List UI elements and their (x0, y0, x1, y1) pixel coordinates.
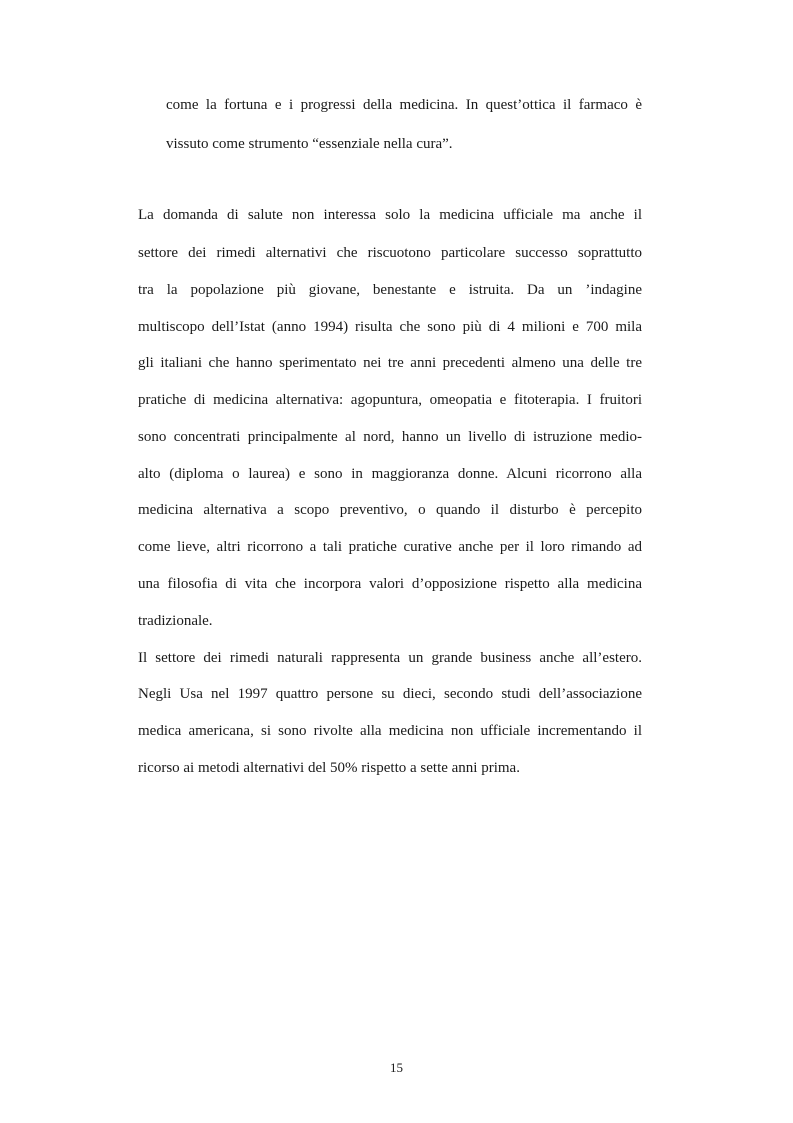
body-line: Il settore dei rimedi naturali rappresenta un grande business anche all’estero. (138, 650, 642, 666)
body-line: Negli Usa nel 1997 quattro persone su dieci, secondo studi dell’associazione (138, 686, 642, 702)
body-line: ricorso ai metodi alternativi del 50% rispetto a sette anni prima. (138, 760, 520, 776)
quote-line: vissuto come strumento “essenziale nella cura”. (166, 136, 453, 152)
body-line: come lieve, altri ricorrono a tali pratiche curative anche per il loro rimando ad (138, 539, 642, 555)
body-line: alto (diploma o laurea) e sono in maggioranza donne. Alcuni ricorrono alla (138, 466, 642, 482)
quote-line: come la fortuna e i progressi della medicina. In quest’ottica il farmaco è (166, 97, 642, 113)
body-line: tradizionale. (138, 613, 213, 629)
body-line: tra la popolazione più giovane, benestante e istruita. Da un ’indagine (138, 282, 642, 298)
body-line: una filosofia di vita che incorpora valori d’opposizione rispetto alla medicina (138, 576, 642, 592)
body-line: sono concentrati principalmente al nord, hanno un livello di istruzione medio- (138, 429, 642, 445)
body-line: pratiche di medicina alternativa: agopuntura, omeopatia e fitoterapia. I fruitori (138, 392, 642, 408)
body-line: settore dei rimedi alternativi che riscuotono particolare successo soprattutto (138, 245, 642, 261)
body-line: multiscopo dell’Istat (anno 1994) risulta che sono più di 4 milioni e 700 mila (138, 319, 642, 335)
body-line: medica americana, si sono rivolte alla medicina non ufficiale incrementando il (138, 723, 642, 739)
body-line: gli italiani che hanno sperimentato nei tre anni precedenti almeno una delle tre (138, 355, 642, 371)
page-number: 15 (390, 1060, 403, 1075)
body-line: La domanda di salute non interessa solo la medicina ufficiale ma anche il (138, 207, 642, 223)
body-line: medicina alternativa a scopo preventivo, o quando il disturbo è percepito (138, 502, 642, 518)
